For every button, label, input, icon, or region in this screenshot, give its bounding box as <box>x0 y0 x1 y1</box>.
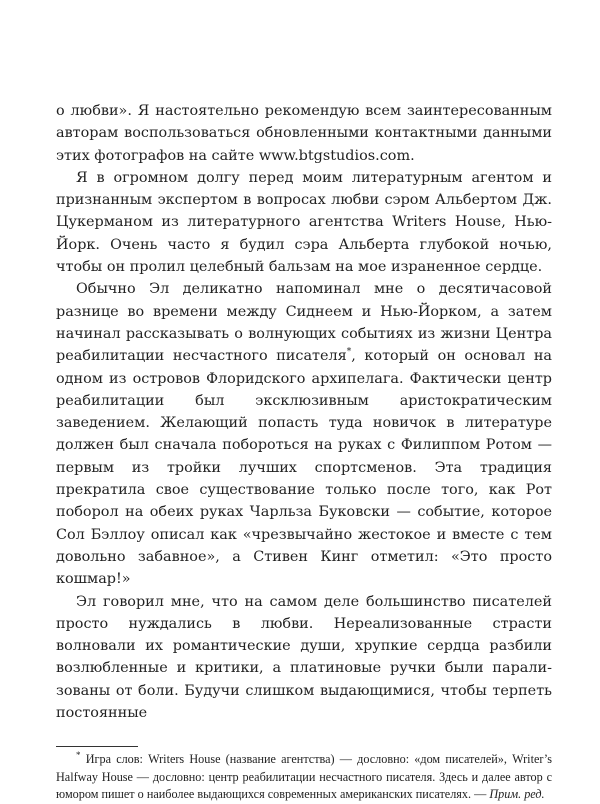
footnote-mark: * <box>76 750 81 761</box>
paragraph-3 <box>56 278 552 590</box>
footnote-divider <box>56 746 138 747</box>
footnote-reference-mark: * <box>346 347 352 358</box>
book-page <box>56 100 552 804</box>
main-text <box>56 100 552 724</box>
paragraph-3-text-after-mark: , который он основал на одном из островов Флоридского архипелага. Фактически центр реабилитации был эксклюзивным аристократическим заведением. Желающий попасть туда новичок в литературе должен был сначала побороться на руках с Филиппом Ротом — первым из тройки лучших спортсменов. Эта традиция прекратила свое существование только после того, как Рот поборол на обеих руках Чарльза Буковски — событие, которое Сол Бэллоу описал как «чрезвычайно жестокое и вместе с тем довольно забавное», а Стивен Кинг отметил: «Это просто кошмар!» <box>56 348 553 588</box>
paragraph-4: Эл говорил мне, что на самом деле большинство писателей просто нуждались в любви. Нереализованные страсти волновали их романтические души, хрупкие сердца разбили возлюбленные и критики, а платиновые ручки были парализованы от боли. Будучи слишком выдающимися, чтобы терпеть постоянные <box>56 593 552 722</box>
paragraph-3-text-before-mark: Обычно Эл деликатно напоминал мне о десятичасовой разнице во времени между Сиднеем и Нью-Йорком, а затем начинал рассказывать о волнующих событиях из жизни Центра реабилитации несчастного писателя <box>56 281 552 365</box>
footnote-text: Игра слов: Writers House (название агентства) — дословно: «дом писателей», Writer’s Halfway House — дословно: центр реабилитации несчастного писателя. Здесь и далее автор с юмором пишет о наиболее выдающихся современных американских писателях. — <box>56 752 553 802</box>
paragraph-1: о любви». Я настоятельно рекомендую всем заинтересованным авторам воспользоваться обновленными контактными данными этих фотографов на сайте www.btgstudios.com. <box>56 103 552 164</box>
footnote <box>56 751 552 804</box>
paragraph-2: Я в огромном долгу перед моим литературным агентом и признанным экспертом в вопросах любви сэром Альбертом Дж. Цукерманом из литературного агентства Writers House, Нью-Йорк. Очень часто я будил сэра Альберта глубокой ночью, чтобы он пролил целебный бальзам на мое израненное сердце. <box>56 169 552 276</box>
editor-note: Прим. ред. <box>489 787 545 802</box>
